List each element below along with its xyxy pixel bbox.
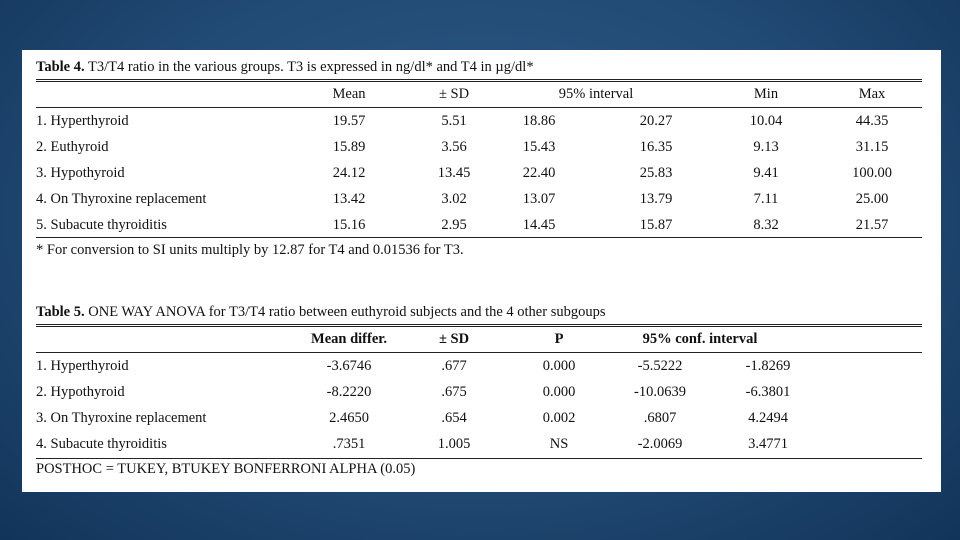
table4-header-min: Min [753, 86, 779, 102]
slide-content-panel [22, 50, 941, 492]
table4-cell: 10.04 [749, 113, 783, 129]
table5-top-rule [36, 324, 922, 327]
table5-cell: .7351 [332, 436, 366, 452]
table4-cell: 100.00 [852, 165, 892, 181]
table4-cell: 13.45 [437, 165, 471, 181]
table4-header-max: Max [858, 86, 886, 102]
table4-cell: 5.51 [441, 113, 467, 129]
table5-cell: -3.6746 [326, 358, 372, 374]
table5-cell: 1.005 [437, 436, 471, 452]
table5-cell: -6.3801 [745, 384, 791, 400]
table4-cell: 15.16 [332, 217, 366, 233]
table4-row-label: 4. On Thyroxine replacement [36, 191, 207, 207]
table4-cell: 13.42 [332, 191, 366, 207]
table5-cell: .6807 [643, 410, 677, 426]
table4-cell: 18.86 [522, 113, 556, 129]
table4-cell: 3.56 [441, 139, 467, 155]
table4-footnote: * For conversion to SI units multiply by 12.87 for T4 and 0.01536 for T3. [36, 242, 464, 258]
table5-header-conf-interval: 95% conf. interval [642, 331, 758, 347]
table4-cell: 15.87 [639, 217, 673, 233]
table5-row-label: 2. Hypothyroid [36, 384, 125, 400]
table4-header-sd: ± SD [438, 86, 470, 102]
table5-cell: 0.000 [542, 358, 576, 374]
table5-bottom-rule [36, 458, 922, 459]
table4-bottom-rule [36, 237, 922, 238]
table4-cell: 19.57 [332, 113, 366, 129]
table5-cell: 4.2494 [748, 410, 788, 426]
table5-cell: 0.000 [542, 384, 576, 400]
table4-title [36, 59, 534, 76]
table4-caption: T3/T4 ratio in the various groups. T3 is expressed in ng/dl* and T4 in µg/dl* [88, 59, 534, 75]
table5-header-sd: ± SD [438, 331, 470, 347]
table4-cell: 20.27 [639, 113, 673, 129]
table5-caption: ONE WAY ANOVA for T3/T4 ratio between euthyroid subjects and the 4 other subgoups [88, 304, 606, 320]
table5-row-label: 4. Subacute thyroiditis [36, 436, 167, 452]
table4-top-rule [36, 79, 922, 82]
table4-header-rule [36, 107, 922, 108]
table4-row-label: 1. Hyperthyroid [36, 113, 129, 129]
table5-row-label: 1. Hyperthyroid [36, 358, 129, 374]
table5-header-p: P [554, 331, 564, 347]
table4-cell: 24.12 [332, 165, 366, 181]
table4-cell: 14.45 [522, 217, 556, 233]
table4-header-interval: 95% interval [558, 86, 634, 102]
table5-cell: 2.4650 [329, 410, 369, 426]
table5-cell: .654 [441, 410, 467, 426]
table4-row-label: 3. Hypothyroid [36, 165, 125, 181]
table4-cell: 13.07 [522, 191, 556, 207]
table5-cell: -2.0069 [637, 436, 683, 452]
table5-cell: 0.002 [542, 410, 576, 426]
table5-title [36, 304, 606, 321]
table5-header-rule [36, 352, 922, 353]
table4-label: Table 4. [36, 59, 85, 75]
table5-cell: -8.2220 [326, 384, 372, 400]
table4-cell: 13.79 [639, 191, 673, 207]
table4-cell: 25.83 [639, 165, 673, 181]
table4-row-label: 2. Euthyroid [36, 139, 109, 155]
table4-cell: 15.43 [522, 139, 556, 155]
table4-cell: 2.95 [441, 217, 467, 233]
table5-row-label: 3. On Thyroxine replacement [36, 410, 207, 426]
table4-cell: 9.13 [753, 139, 779, 155]
table5-footnote: POSTHOC = TUKEY, BTUKEY BONFERRONI ALPHA (0.05) [36, 461, 416, 477]
table4-cell: 15.89 [332, 139, 366, 155]
table5-cell: NS [549, 436, 569, 452]
table4-cell: 8.32 [753, 217, 779, 233]
table5-label: Table 5. [36, 304, 85, 320]
table5-cell: 3.4771 [748, 436, 788, 452]
table4-cell: 3.02 [441, 191, 467, 207]
table4-cell: 16.35 [639, 139, 673, 155]
table4-cell: 7.11 [753, 191, 779, 207]
table5-cell: .677 [441, 358, 467, 374]
table5-cell: .675 [441, 384, 467, 400]
table5-cell: -1.8269 [745, 358, 791, 374]
table5-cell: -10.0639 [634, 384, 686, 400]
table4-cell: 25.00 [855, 191, 889, 207]
table4-cell: 9.41 [753, 165, 779, 181]
table4-cell: 21.57 [855, 217, 889, 233]
table4-header-mean: Mean [332, 86, 366, 102]
table4-cell: 44.35 [855, 113, 889, 129]
table4-cell: 22.40 [522, 165, 556, 181]
table4-cell: 31.15 [855, 139, 889, 155]
table5-cell: -5.5222 [637, 358, 683, 374]
table5-header-mean-diff: Mean differ. [311, 331, 387, 347]
table4-row-label: 5. Subacute thyroiditis [36, 217, 167, 233]
